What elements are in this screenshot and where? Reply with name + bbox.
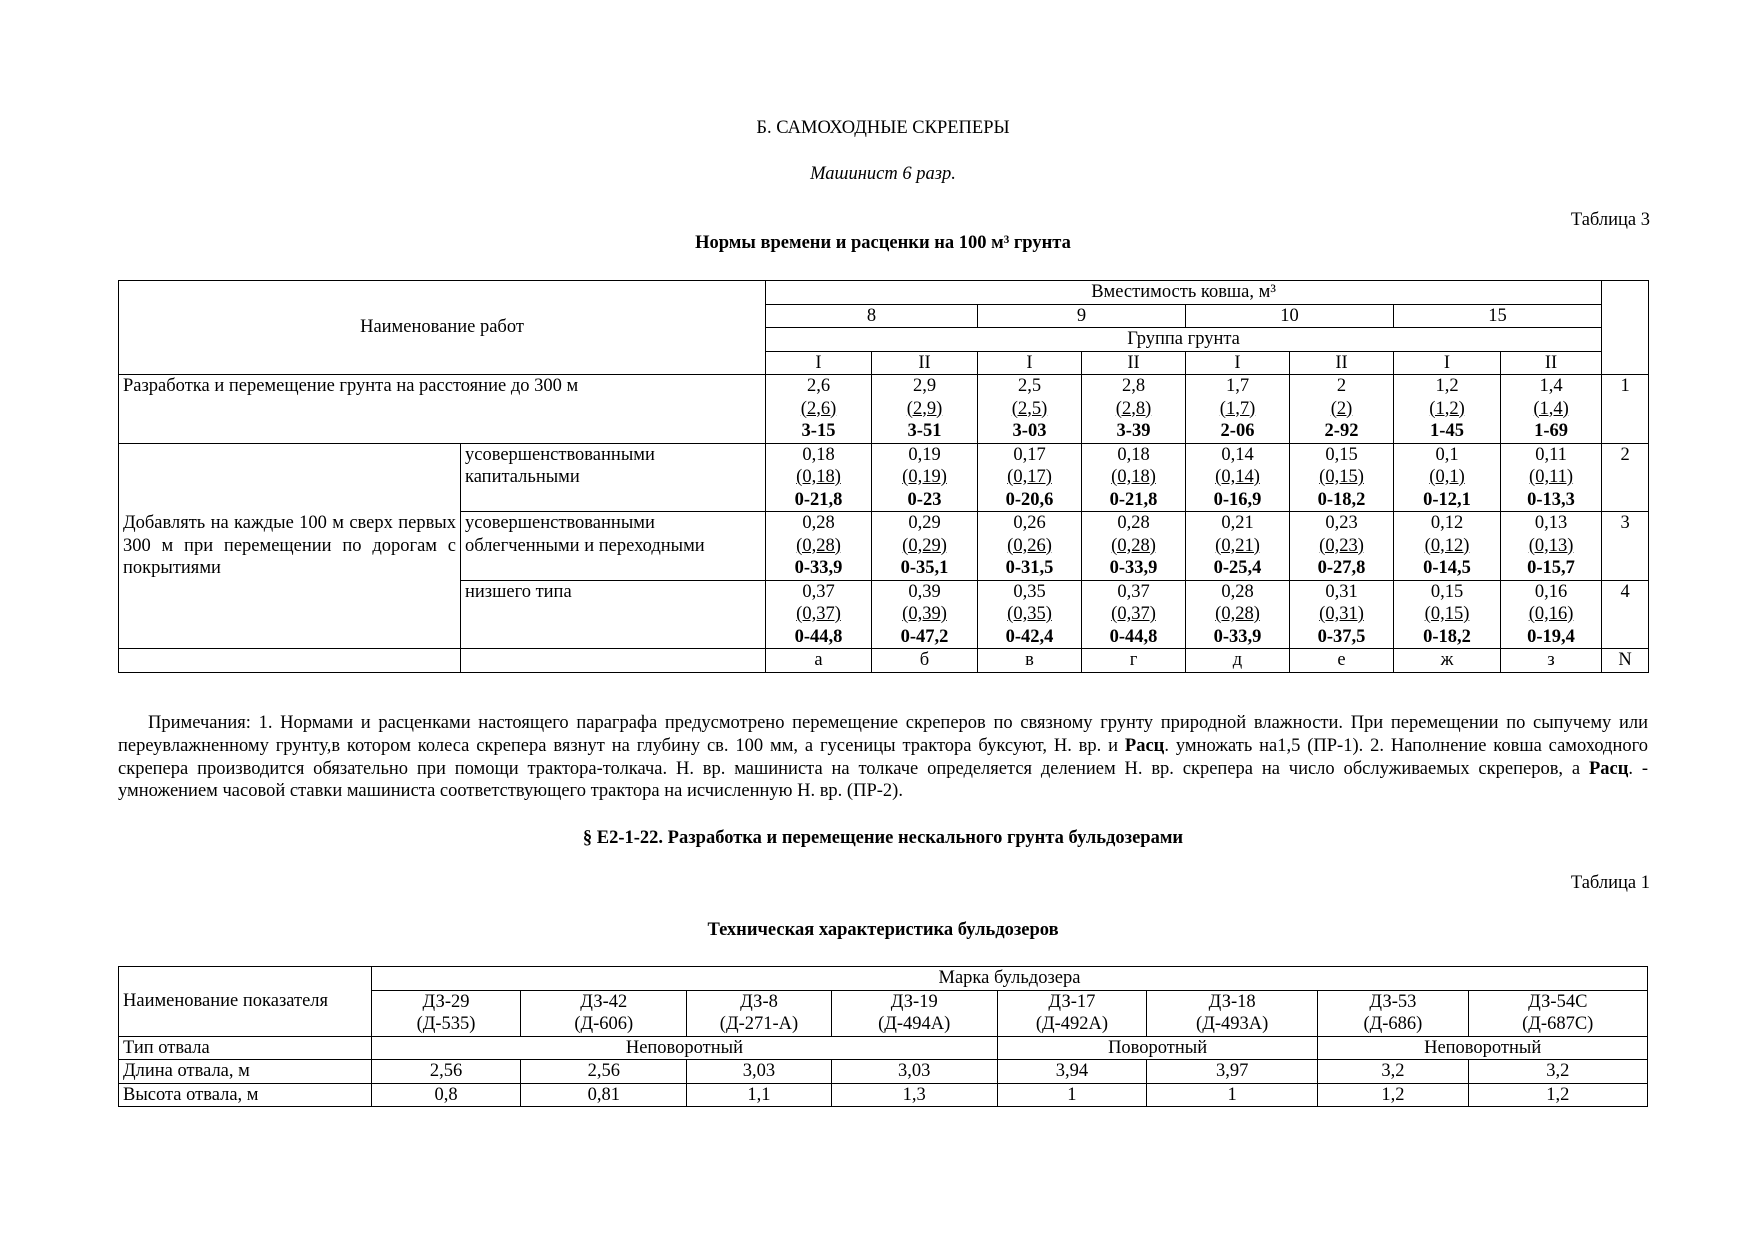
norm-time-machinist: (2,5) — [1011, 398, 1048, 419]
header-capacity-10: 10 — [1186, 304, 1394, 328]
bulldozer-table — [118, 966, 1648, 1107]
table-row — [119, 1060, 1648, 1084]
row-work-name: усовершенствованными капитальными — [461, 443, 766, 512]
norm-time: 0,15 — [1430, 581, 1464, 602]
table3-title: Нормы времени и расценки на 100 м³ грунта — [695, 233, 1071, 253]
notes-bold-2: Расц — [1588, 758, 1629, 779]
norm-cell — [872, 375, 978, 444]
norm-rate: 3-39 — [1116, 421, 1151, 441]
norm-cell — [1082, 375, 1186, 444]
blade-height-value: 1,2 — [1318, 1083, 1468, 1107]
column-letter: г — [1082, 649, 1186, 673]
norm-rate: 0-33,9 — [1213, 626, 1262, 647]
group-label: Добавлять на каждые 100 м сверх первых 300 м при перемещении по дорогам с покрытиями — [119, 443, 461, 649]
norm-cell — [1290, 580, 1394, 649]
notes-bold-1: Расц — [1124, 735, 1165, 756]
norm-cell — [1082, 512, 1186, 581]
model-old-code: (Д-492А) — [1035, 1014, 1109, 1034]
model-cell — [1468, 990, 1648, 1036]
row-work-name: усовершенствованными облегченными и переходными — [461, 512, 766, 581]
norm-time: 0,13 — [1534, 513, 1568, 533]
norm-time-machinist: (0,15) — [1424, 604, 1470, 624]
norm-time: 1,4 — [1539, 376, 1563, 396]
norm-rate: 0-33,9 — [1109, 558, 1158, 578]
norm-time-machinist: (0,12) — [1424, 535, 1470, 556]
norm-rate: 0-44,8 — [794, 626, 843, 647]
norm-cell — [1186, 375, 1290, 444]
header-group-0: I — [766, 351, 872, 375]
model-cell — [831, 990, 997, 1036]
column-letter: б — [872, 649, 978, 673]
header-capacity: Вместимость ковша, м³ — [766, 281, 1602, 305]
model-code: ДЗ-19 — [890, 991, 938, 1012]
blade-length-value: 2,56 — [371, 1060, 520, 1084]
norm-rate: 0-31,5 — [1005, 558, 1054, 578]
norm-rate: 0-15,7 — [1527, 558, 1575, 578]
blade-height-value: 0,81 — [521, 1083, 687, 1107]
norm-time: 0,11 — [1535, 444, 1567, 465]
table-row — [119, 443, 1649, 512]
model-old-code: (Д-687С) — [1522, 1014, 1594, 1034]
norm-time-machinist: (1,4) — [1533, 398, 1569, 419]
header-group-2: I — [978, 351, 1082, 375]
norm-time-machinist: (0,18) — [1111, 467, 1156, 487]
header-group-1: II — [872, 351, 978, 375]
row-work-name: низшего типа — [461, 580, 766, 649]
norm-rate: 0-14,5 — [1423, 558, 1471, 578]
model-code: ДЗ-54С — [1528, 991, 1588, 1012]
worker-grade: Машинист 6 разр. — [810, 164, 956, 184]
norm-rate: 0-37,5 — [1317, 626, 1366, 647]
column-letter: ж — [1394, 649, 1501, 673]
norm-cell — [978, 580, 1082, 649]
row-number: 2 — [1602, 443, 1649, 512]
table1-label: Таблица 1 — [1570, 873, 1650, 893]
model-cell — [687, 990, 831, 1036]
norm-cell — [1394, 580, 1501, 649]
norm-rate: 0-23 — [907, 489, 942, 510]
norm-cell — [978, 512, 1082, 581]
norm-cell — [1290, 375, 1394, 444]
letters-row — [119, 649, 1649, 673]
blade-length-value: 3,94 — [997, 1060, 1146, 1084]
blade-length-value: 3,03 — [687, 1060, 831, 1084]
norm-time-machinist: (0,21) — [1215, 535, 1260, 556]
norm-time: 0,39 — [908, 581, 941, 602]
norm-time-machinist: (0,19) — [902, 467, 947, 487]
blade-length-value: 3,03 — [831, 1060, 997, 1084]
norm-cell — [1082, 443, 1186, 512]
row-work-name: Разработка и перемещение грунта на расстояние до 300 м — [119, 375, 766, 444]
header-n-empty — [1602, 281, 1649, 375]
norm-cell — [1082, 580, 1186, 649]
norm-time: 1,2 — [1435, 376, 1459, 396]
norm-time-machinist: (0,39) — [902, 604, 947, 624]
model-old-code: (Д-535) — [416, 1014, 476, 1034]
norm-time: 1,7 — [1225, 376, 1250, 396]
blade-height-value: 1,1 — [687, 1083, 831, 1107]
blade-length-value: 2,56 — [521, 1060, 687, 1084]
norm-cell — [1501, 580, 1602, 649]
norm-time-machinist: (2,8) — [1115, 398, 1152, 419]
blade-type-value: Неповоротный — [371, 1036, 997, 1060]
norm-time-machinist: (2,9) — [906, 398, 943, 419]
norm-rate: 0-47,2 — [900, 626, 949, 647]
norm-cell — [766, 375, 872, 444]
header-capacity-8: 8 — [766, 304, 978, 328]
norm-cell — [872, 512, 978, 581]
blade-height-value: 1 — [1147, 1083, 1318, 1107]
header-capacity-9: 9 — [978, 304, 1186, 328]
norm-time: 0,1 — [1435, 444, 1459, 465]
norm-rate: 0-42,4 — [1005, 626, 1054, 647]
norm-time: 0,37 — [1117, 581, 1150, 602]
norm-cell — [766, 580, 872, 649]
blade-length-value: 3,97 — [1147, 1060, 1318, 1084]
model-cell — [1318, 990, 1468, 1036]
norm-time: 0,28 — [1221, 581, 1254, 602]
model-code: ДЗ-17 — [1048, 991, 1096, 1012]
notes-text-1: Примечания: 1. Нормами и расценками настоящего параграфа предусмотрено перемещение скреперов по связному грунту природной влажности. При перемещении по сыпучему или переувлажненному грунту,в котором колеса скрепера вязнут на глубину св. 100 мм, а гусеницы трактора буксуют, Н. вр. и — [118, 713, 1648, 756]
norm-time-machinist: (0,23) — [1319, 535, 1364, 556]
model-old-code: (Д-606) — [574, 1014, 634, 1034]
blade-length-value: 3,2 — [1468, 1060, 1648, 1084]
norm-time: 0,23 — [1325, 513, 1358, 533]
norm-time-machinist: (0,28) — [1111, 535, 1156, 556]
norm-time-machinist: (0,31) — [1319, 604, 1364, 624]
norm-rate: 0-18,2 — [1317, 489, 1366, 510]
header-group-6: I — [1394, 351, 1501, 375]
norm-time: 2 — [1336, 376, 1347, 396]
row-label-blade-height: Высота отвала, м — [119, 1083, 372, 1107]
norm-time: 0,12 — [1430, 513, 1464, 533]
norm-time: 0,28 — [802, 513, 835, 533]
norm-rate: 0-20,6 — [1005, 489, 1054, 510]
norm-time: 0,31 — [1325, 581, 1358, 602]
norm-time: 0,28 — [1117, 513, 1150, 533]
norm-time: 0,16 — [1534, 581, 1568, 602]
column-letter-n: N — [1602, 649, 1649, 673]
norm-time-machinist: (0,26) — [1007, 535, 1052, 556]
norm-rate: 0-25,4 — [1213, 558, 1262, 578]
section-title: Б. САМОХОДНЫЕ СКРЕПЕРЫ — [756, 118, 1010, 138]
norm-time-machinist: (2,6) — [800, 398, 837, 419]
norm-time: 0,18 — [802, 444, 835, 465]
model-code: ДЗ-8 — [740, 991, 778, 1012]
norm-time-machinist: (2) — [1330, 398, 1353, 419]
norm-rate: 0-44,8 — [1109, 626, 1158, 647]
norm-cell — [872, 580, 978, 649]
blade-height-value: 1 — [997, 1083, 1146, 1107]
paragraph-title: § Е2-1-22. Разработка и перемещение нескального грунта бульдозерами — [582, 828, 1184, 848]
table-row — [119, 1083, 1648, 1107]
header-indicator-name: Наименование показателя — [119, 967, 372, 1037]
norm-time-machinist: (0,13) — [1528, 535, 1574, 556]
column-letter: а — [766, 649, 872, 673]
norm-cell — [1186, 512, 1290, 581]
model-code: ДЗ-53 — [1369, 991, 1417, 1012]
norm-time: 0,35 — [1013, 581, 1046, 602]
model-old-code: (Д-686) — [1363, 1014, 1423, 1034]
column-letter: е — [1290, 649, 1394, 673]
model-old-code: (Д-494А) — [878, 1014, 951, 1034]
norm-cell — [1394, 512, 1501, 581]
norm-rate: 0-19,4 — [1527, 626, 1575, 647]
norm-cell — [978, 375, 1082, 444]
norm-time: 0,21 — [1221, 513, 1254, 533]
model-old-code: (Д-271-А) — [719, 1014, 799, 1034]
norm-time-machinist: (0,37) — [1111, 604, 1156, 624]
letters-row-empty-2 — [461, 649, 766, 673]
header-group-3: II — [1082, 351, 1186, 375]
model-code: ДЗ-42 — [580, 991, 628, 1012]
header-soil-group: Группа грунта — [766, 328, 1602, 352]
blade-type-value: Поворотный — [997, 1036, 1317, 1060]
norm-rate: 3-51 — [907, 421, 942, 441]
norm-rate: 0-35,1 — [900, 558, 949, 578]
header-work-name: Наименование работ — [119, 281, 766, 375]
norm-time-machinist: (1,7) — [1219, 398, 1256, 419]
norm-cell — [1186, 580, 1290, 649]
table1-title: Техническая характеристика бульдозеров — [707, 920, 1059, 940]
notes-text-3: . - умножением часовой ставки машиниста соответствующего трактора на исчисленную Н. вр. (ПР-2). — [118, 758, 1648, 802]
norm-rate: 1-45 — [1430, 421, 1464, 441]
blade-height-value: 0,8 — [371, 1083, 520, 1107]
norm-rate: 0-27,8 — [1317, 558, 1366, 578]
blade-height-value: 1,3 — [831, 1083, 997, 1107]
norm-time-machinist: (0,1) — [1429, 467, 1465, 487]
header-brand: Марка бульдозера — [371, 967, 1647, 991]
norm-cell — [766, 512, 872, 581]
header-group-4: I — [1186, 351, 1290, 375]
norm-time: 0,18 — [1117, 444, 1150, 465]
model-old-code: (Д-493А) — [1196, 1014, 1269, 1034]
norm-time-machinist: (0,15) — [1319, 467, 1364, 487]
column-letter: в — [978, 649, 1082, 673]
norm-cell — [872, 443, 978, 512]
header-group-7: II — [1501, 351, 1602, 375]
norm-rate: 3-03 — [1012, 421, 1047, 441]
norm-rate: 0-13,3 — [1527, 489, 1575, 510]
norm-cell — [1290, 443, 1394, 512]
model-cell — [521, 990, 687, 1036]
norm-time: 0,37 — [802, 581, 835, 602]
norm-time-machinist: (0,29) — [902, 535, 947, 556]
norms-table — [118, 280, 1649, 673]
norm-time-machinist: (0,14) — [1215, 467, 1260, 487]
norm-rate: 1-69 — [1534, 421, 1568, 441]
norm-time: 2,8 — [1121, 376, 1146, 396]
notes-text-2: . умножать на1,5 (ПР-1). 2. Наполнение ковша самоходного скрепера производится обязательно при помощи трактора-толкача. Н. вр. машиниста на толкаче определяется делением Н. вр. скрепера на число обслуживаемых скреперов, а — [118, 735, 1648, 779]
norm-cell — [1501, 375, 1602, 444]
header-capacity-15: 15 — [1394, 304, 1602, 328]
norm-time: 0,15 — [1325, 444, 1358, 465]
column-letter: д — [1186, 649, 1290, 673]
norm-rate: 2-92 — [1324, 421, 1359, 441]
norm-rate: 3-15 — [801, 421, 836, 441]
table-row — [119, 1036, 1648, 1060]
norm-time-machinist: (0,35) — [1007, 604, 1052, 624]
norm-time-machinist: (0,37) — [796, 604, 841, 624]
norm-rate: 0-16,9 — [1213, 489, 1262, 510]
norm-cell — [766, 443, 872, 512]
norm-time-machinist: (0,11) — [1529, 467, 1574, 487]
norm-cell — [1394, 443, 1501, 512]
blade-length-value: 3,2 — [1318, 1060, 1468, 1084]
norm-rate: 0-12,1 — [1423, 489, 1471, 510]
norm-rate: 0-21,8 — [1109, 489, 1158, 510]
row-number: 4 — [1602, 580, 1649, 649]
norm-time-machinist: (0,28) — [1215, 604, 1260, 624]
model-cell — [371, 990, 520, 1036]
norm-rate: 0-33,9 — [794, 558, 843, 578]
norm-rate: 2-06 — [1220, 421, 1255, 441]
norm-cell — [1394, 375, 1501, 444]
table-row — [119, 375, 1649, 444]
norm-rate: 0-18,2 — [1423, 626, 1471, 647]
norm-time: 2,9 — [912, 376, 937, 396]
model-code: ДЗ-18 — [1208, 991, 1256, 1012]
row-number: 3 — [1602, 512, 1649, 581]
header-group-5: II — [1290, 351, 1394, 375]
notes — [118, 712, 1648, 803]
row-label-blade-type: Тип отвала — [119, 1036, 372, 1060]
norm-time-machinist: (0,17) — [1007, 467, 1052, 487]
norm-time-machinist: (0,16) — [1528, 604, 1574, 624]
norm-time: 0,26 — [1013, 513, 1046, 533]
letters-row-empty-1 — [119, 649, 461, 673]
norm-cell — [1186, 443, 1290, 512]
column-letter: з — [1501, 649, 1602, 673]
model-code: ДЗ-29 — [422, 991, 470, 1012]
norm-cell — [978, 443, 1082, 512]
norm-cell — [1501, 443, 1602, 512]
norm-time-machinist: (1,2) — [1429, 398, 1465, 419]
norm-time: 0,14 — [1221, 444, 1254, 465]
norm-time: 0,19 — [908, 444, 941, 465]
blade-type-value: Неповоротный — [1318, 1036, 1648, 1060]
norm-time-machinist: (0,28) — [796, 535, 841, 556]
norm-cell — [1501, 512, 1602, 581]
row-number: 1 — [1602, 375, 1649, 444]
norm-time-machinist: (0,18) — [796, 467, 841, 487]
norm-time: 0,17 — [1013, 444, 1046, 465]
row-label-blade-length: Длина отвала, м — [119, 1060, 372, 1084]
model-cell — [1147, 990, 1318, 1036]
blade-height-value: 1,2 — [1468, 1083, 1648, 1107]
norm-time: 0,29 — [908, 513, 941, 533]
norm-rate: 0-21,8 — [794, 489, 843, 510]
norm-time: 2,5 — [1017, 376, 1042, 396]
model-cell — [997, 990, 1146, 1036]
norm-cell — [1290, 512, 1394, 581]
norm-time: 2,6 — [806, 376, 831, 396]
table3-label: Таблица 3 — [1570, 210, 1650, 230]
